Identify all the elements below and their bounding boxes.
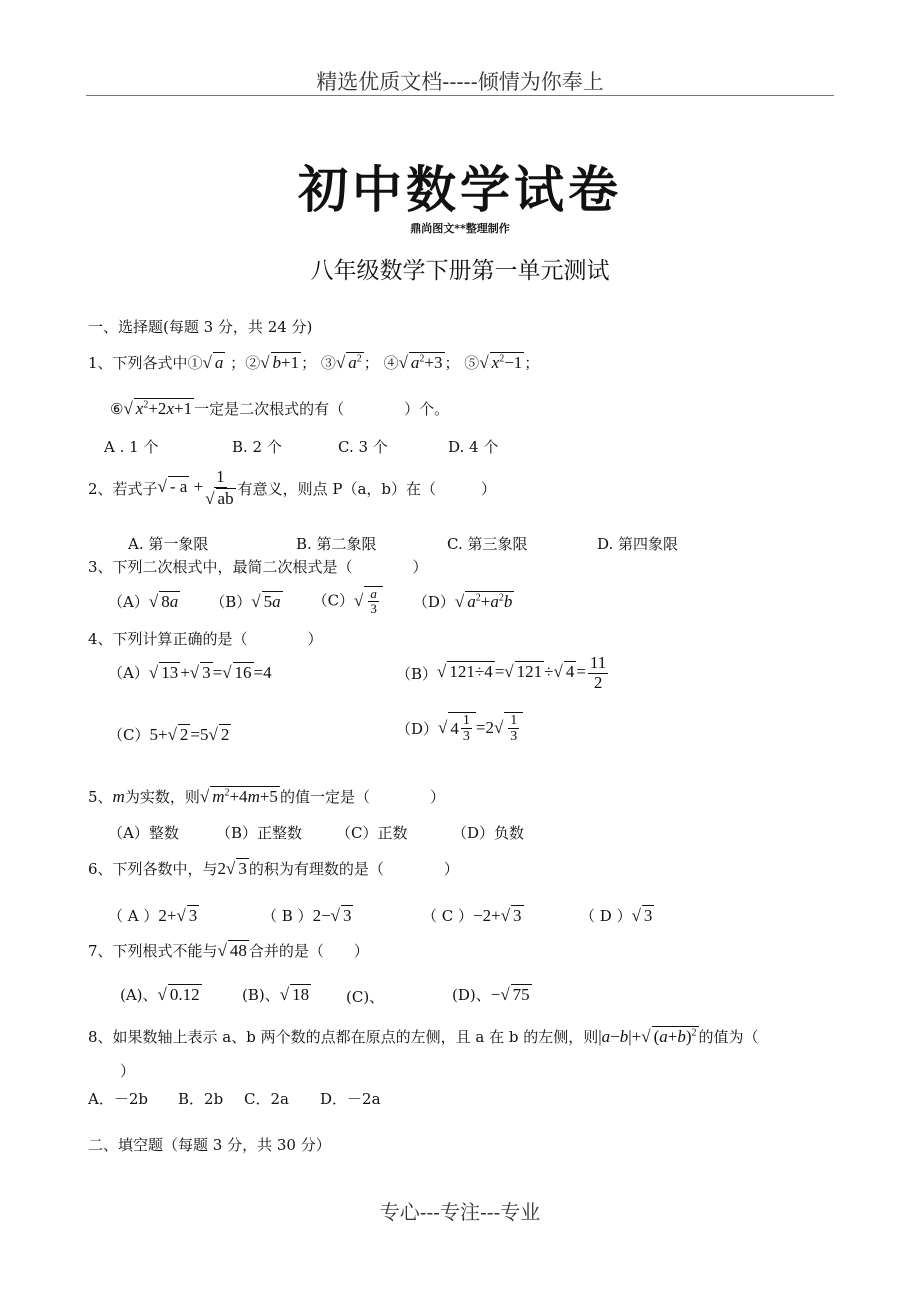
q1-prefix: 1、下列各式中① — [88, 354, 203, 372]
q8-option-c[interactable]: C．2a — [244, 1090, 289, 1108]
q4-option-d[interactable]: （D） √ 4 $\frac{1}{3}$ =2√ $\frac{1}{3}$ — [396, 712, 523, 745]
q7-expr: √ 48 — [217, 941, 247, 960]
q3-options — [108, 586, 514, 617]
q1-option-c[interactable]: C. 3 个 — [338, 438, 388, 456]
q8-option-d[interactable]: D．－2a — [320, 1090, 381, 1108]
question-3: 3、下列二次根式中，最简二次根式是（ ） — [88, 558, 428, 576]
q2-option-a[interactable]: A. 第一象限 — [128, 535, 209, 553]
q1-expr-1: √ a — [202, 353, 224, 372]
q6-expr: 2√ 3 — [217, 859, 247, 878]
q7-option-b[interactable]: (B)、√ 18 — [242, 985, 310, 1004]
q3-option-b[interactable]: （B）√ 5a — [210, 591, 281, 611]
question-7: 7、下列根式不能与√ 48 合并的是（ ） — [88, 941, 369, 960]
q6-option-d[interactable]: （ D ）√ 3 — [580, 906, 653, 925]
q6-option-c[interactable]: （ C ）−2+√ 3 — [422, 906, 522, 925]
q8-close-paren: ） — [120, 1062, 136, 1080]
q5-option-a[interactable]: （A）整数 — [108, 824, 179, 842]
question-8: 8、如果数轴上表示 a、b 两个数的点都在原点的左侧，且 a 在 b 的左侧，则|a−b|+√ $(a+b)^2$ 的值为（ — [88, 1027, 759, 1046]
question-4: 4、下列计算正确的是（ ） — [88, 630, 323, 648]
section-2-heading: 二、填空题（每题 3 分，共 30 分） — [88, 1136, 331, 1154]
q5-option-d[interactable]: （D）负数 — [452, 824, 525, 842]
page-title: 初中数学试卷 — [298, 160, 622, 219]
q7-option-c[interactable]: (C)、 — [346, 988, 385, 1006]
q2-option-d[interactable]: D. 第四象限 — [597, 535, 679, 553]
q1-expr-2: √ b+1 — [260, 353, 300, 372]
question-6: 6、下列各数中，与2√ 3 的积为有理数的是（ ） — [88, 859, 459, 878]
page-header: 精选优质文档-----倾情为你奉上 — [316, 70, 604, 94]
q2-option-b[interactable]: B. 第二象限 — [296, 535, 377, 553]
q6-option-a[interactable]: （ A ）2+√ 3 — [108, 906, 198, 925]
q6-option-b[interactable]: （ B ）2−√ 3 — [262, 906, 352, 925]
test-subtitle: 八年级数学下册第一单元测试 — [310, 258, 610, 284]
q5-expr: √ $m^2+4m+5$ — [199, 787, 278, 806]
question-1-cont: ⑥√ $x^2+2x+1$ 一定是二次根式的有（ ）个。 — [110, 399, 450, 418]
q2-option-c[interactable]: C. 第三象限 — [447, 535, 528, 553]
question-5: 5、m为实数，则√ $m^2+4m+5$ 的值一定是（ ） — [88, 787, 445, 806]
q3-option-a[interactable]: （A）√ 8a — [108, 591, 179, 611]
q4-option-c[interactable]: （C）5+√ 2 =5√ 2 — [108, 725, 230, 744]
q7-option-a[interactable]: (A)、√ 0.12 — [120, 985, 200, 1004]
q8-option-b[interactable]: B．2b — [178, 1090, 224, 1108]
q2-expr: √ - a + $\frac{1}{√ ab}$ — [157, 467, 234, 508]
q5-option-b[interactable]: （B）正整数 — [216, 824, 303, 842]
q1-expr-6: √ $x^2+2x+1$ — [123, 399, 193, 418]
q1-option-a[interactable]: A . 1 个 — [104, 438, 159, 456]
sub-note: 鼎尚图文**整理制作 — [410, 222, 510, 235]
page-footer: 专心---专注---专业 — [379, 1200, 541, 1224]
q1-expr-3: √ $a^2$ — [335, 353, 362, 372]
question-1: 1、下列各式中①√ a ；②√ b+1 ； ③√ $a^2$ ； ④√ $a^2+3$ ； ⑤√ $x^2-1$ ； — [88, 353, 540, 372]
q8-option-a[interactable]: A．－2b — [88, 1090, 148, 1108]
q7-option-d[interactable]: (D)、−√ 75 — [452, 985, 530, 1004]
q1-expr-5: √ $x^2-1$ — [479, 353, 523, 372]
header-rule — [86, 95, 834, 96]
q1-option-b[interactable]: B. 2 个 — [232, 438, 282, 456]
q5-option-c[interactable]: （C）正数 — [336, 824, 408, 842]
q1-expr-4: √ $a^2+3$ — [398, 353, 443, 372]
q4-option-a[interactable]: （A）√ 13 +√ 3 =√ 16 =4 — [108, 663, 272, 682]
question-2: 2、若式子 √ - a + $\frac{1}{√ ab}$ 有意义，则点 P（a，b）在（ ） — [88, 467, 497, 508]
q8-expr: |a−b|+√ $(a+b)^2$ — [598, 1027, 697, 1046]
section-1-heading: 一、选择题(每题 3 分，共 24 分) — [88, 318, 313, 336]
q3-option-c[interactable]: （C）√ $\frac{a}{3}$ — [313, 586, 383, 617]
q4-option-b[interactable]: （B） √ 121÷4 =√ 121 ÷√ 4 = $\frac{11}{2}$ — [396, 653, 607, 692]
q1-option-d[interactable]: D. 4 个 — [448, 438, 499, 456]
q3-option-d[interactable]: （D）√ $a^2+a^2b$ — [412, 591, 513, 611]
